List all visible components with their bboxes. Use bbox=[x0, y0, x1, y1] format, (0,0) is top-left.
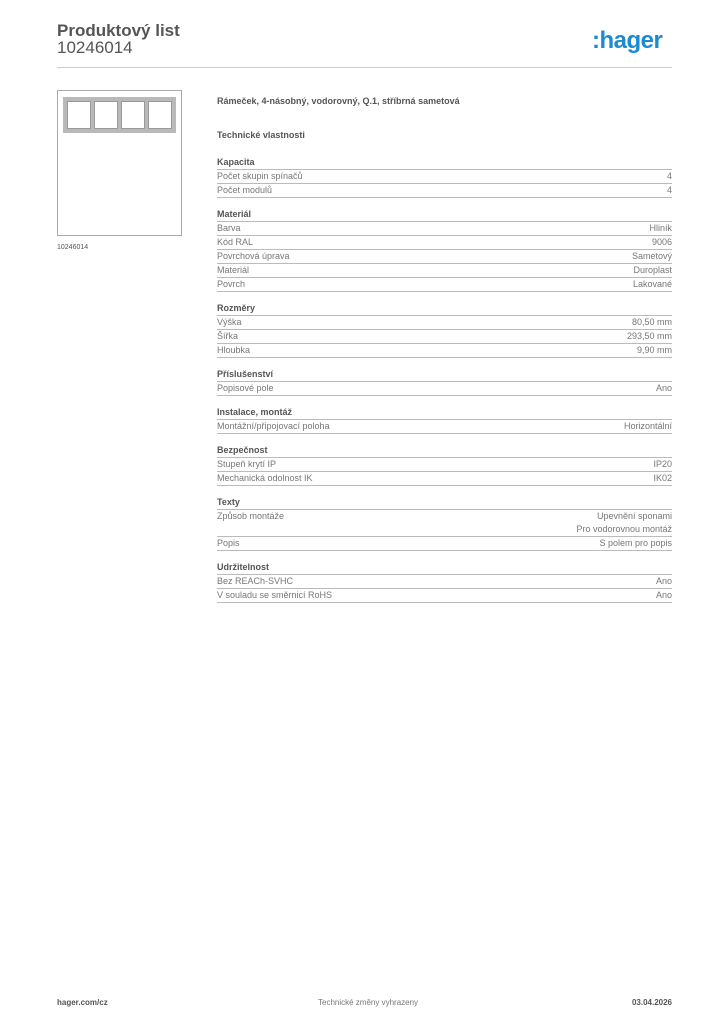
spec-row bbox=[217, 184, 672, 198]
spec-value: 9006 bbox=[651, 237, 672, 247]
spec-label: V souladu se směrnicí RoHS bbox=[217, 590, 333, 600]
spec-row bbox=[217, 510, 672, 537]
spec-value: 4 bbox=[666, 185, 672, 195]
spec-section bbox=[217, 302, 672, 358]
section-heading: Bezpečnost bbox=[217, 444, 672, 458]
product-details bbox=[217, 96, 672, 603]
spec-row bbox=[217, 236, 672, 250]
spec-label: Kód RAL bbox=[217, 237, 254, 247]
spec-label: Materiál bbox=[217, 265, 250, 275]
spec-row bbox=[217, 537, 672, 551]
spec-row bbox=[217, 589, 672, 603]
document-id: 10246014 bbox=[57, 38, 133, 57]
spec-section bbox=[217, 561, 672, 603]
section-heading: Texty bbox=[217, 496, 672, 510]
spec-section bbox=[217, 444, 672, 486]
spec-value: Ano bbox=[655, 383, 672, 393]
spec-row bbox=[217, 472, 672, 486]
spec-row bbox=[217, 250, 672, 264]
spec-label: Počet modulů bbox=[217, 185, 273, 195]
spec-value: IP20 bbox=[653, 459, 672, 469]
spec-row bbox=[217, 316, 672, 330]
spec-row bbox=[217, 222, 672, 236]
section-heading: Instalace, montáž bbox=[217, 406, 672, 420]
spec-row bbox=[217, 344, 672, 358]
spec-label: Mechanická odolnost IK bbox=[217, 473, 313, 483]
spec-value: Ano bbox=[655, 590, 672, 600]
spec-label: Povrch bbox=[217, 279, 246, 289]
spec-section bbox=[217, 496, 672, 551]
spec-value: Duroplast bbox=[633, 265, 672, 275]
section-heading: Udržitelnost bbox=[217, 561, 672, 575]
product-name: Rámeček, 4-násobný, vodorovný, Q.1, stříbrná sametová bbox=[217, 96, 460, 106]
header-divider bbox=[57, 67, 672, 68]
spec-value: Sametový bbox=[631, 251, 672, 261]
spec-row bbox=[217, 330, 672, 344]
spec-section bbox=[217, 156, 672, 198]
section-heading: Materiál bbox=[217, 208, 672, 222]
spec-row bbox=[217, 264, 672, 278]
hager-logo: :hager bbox=[592, 27, 663, 54]
spec-label: Způsob montáže bbox=[217, 511, 285, 521]
section-heading: Rozměry bbox=[217, 302, 672, 316]
spec-row bbox=[217, 278, 672, 292]
tech-heading: Technické vlastnosti bbox=[217, 130, 305, 140]
spec-label: Hloubka bbox=[217, 345, 251, 355]
spec-value: S polem pro popis bbox=[599, 538, 672, 548]
page-title: Produktový list bbox=[57, 21, 180, 40]
spec-label: Počet skupin spínačů bbox=[217, 171, 303, 181]
spec-value: Horizontální bbox=[623, 421, 672, 431]
spec-value: 80,50 mm bbox=[631, 317, 672, 327]
spec-label: Povrchová úprava bbox=[217, 251, 290, 261]
footer-website: hager.com/cz bbox=[57, 998, 108, 1007]
image-caption: 10246014 bbox=[57, 244, 89, 251]
footer-disclaimer: Technické změny vyhrazeny bbox=[318, 998, 419, 1007]
spec-label: Popis bbox=[217, 538, 240, 548]
spec-label: Bez REACh-SVHC bbox=[217, 576, 294, 586]
product-image bbox=[57, 90, 182, 236]
spec-row bbox=[217, 382, 672, 396]
frame-illustration bbox=[63, 97, 176, 133]
footer-date: 03.04.2026 bbox=[631, 998, 672, 1007]
spec-value: IK02 bbox=[653, 473, 672, 483]
spec-label: Montážní/připojovací poloha bbox=[217, 421, 330, 431]
spec-section bbox=[217, 406, 672, 434]
spec-value: Hliník bbox=[649, 223, 672, 233]
spec-row bbox=[217, 170, 672, 184]
spec-sections bbox=[217, 156, 672, 603]
spec-label: Stupeň krytí IP bbox=[217, 459, 277, 469]
spec-row bbox=[217, 458, 672, 472]
spec-row bbox=[217, 420, 672, 434]
spec-section bbox=[217, 208, 672, 292]
spec-value: Ano bbox=[655, 576, 672, 586]
spec-label: Barva bbox=[217, 223, 241, 233]
section-heading: Kapacita bbox=[217, 156, 672, 170]
section-heading: Příslušenství bbox=[217, 368, 672, 382]
spec-value: 293,50 mm bbox=[626, 331, 672, 341]
spec-value: Lakované bbox=[632, 279, 672, 289]
spec-value: Upevnění sponami Pro vodorovnou montáž bbox=[576, 511, 672, 534]
spec-label: Výška bbox=[217, 317, 242, 327]
spec-row bbox=[217, 575, 672, 589]
spec-label: Šířka bbox=[217, 331, 239, 341]
spec-value: 9,90 mm bbox=[636, 345, 672, 355]
spec-value: 4 bbox=[666, 171, 672, 181]
spec-section bbox=[217, 368, 672, 396]
spec-label: Popisové pole bbox=[217, 383, 274, 393]
